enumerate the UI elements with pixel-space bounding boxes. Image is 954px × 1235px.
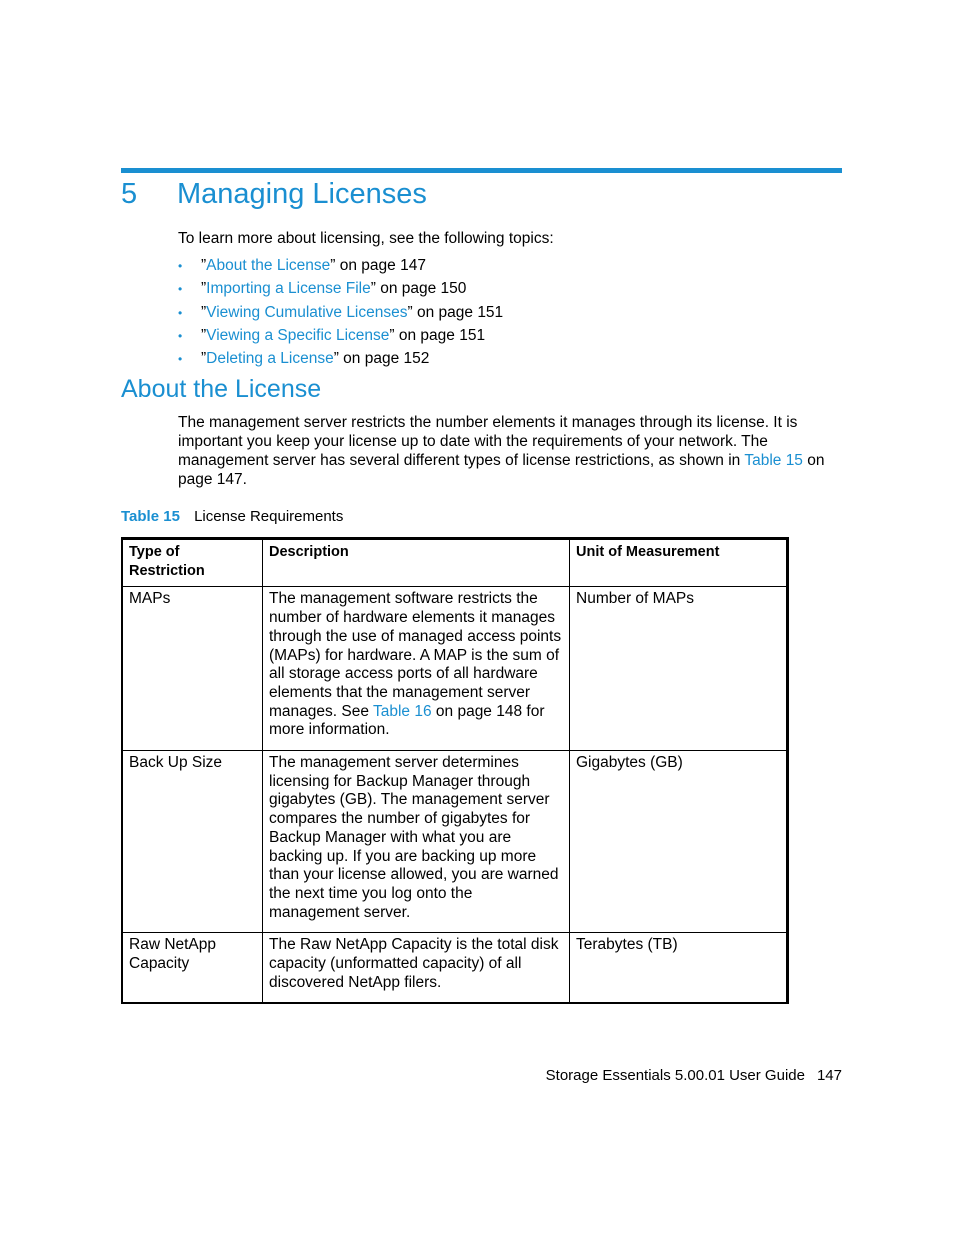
table-16-link[interactable]: Table 16	[372, 702, 432, 720]
cell-unit: Gigabytes (GB)	[570, 751, 788, 933]
topic-list	[178, 256, 503, 372]
topic-page: 151	[459, 326, 486, 344]
table-row	[122, 587, 788, 751]
header-unit: Unit of Measurement	[570, 539, 788, 587]
cell-type: MAPs	[122, 587, 263, 751]
chapter-title: Managing Licenses	[177, 178, 427, 210]
para-text: The management server restricts the number elements it manages through its license. It is important you keep your license up to date with the requirements of your network. The management server has several different types of license restrictions, as shown in	[178, 414, 798, 469]
list-item: • ”About the License” on page 147	[178, 257, 426, 274]
topic-link-deleting[interactable]: Deleting a License	[206, 350, 334, 368]
section-paragraph	[178, 413, 842, 489]
topic-link-cumulative[interactable]: Viewing Cumulative Licenses	[206, 303, 408, 321]
para-text-end: on page 147.	[178, 452, 825, 488]
list-item: • ”Importing a License File” on page 150	[178, 280, 467, 298]
desc-text-end: on page 148 for more information.	[269, 702, 545, 739]
table-row	[122, 933, 788, 1004]
table-caption-title: License Requirements	[194, 508, 344, 525]
cell-description: The management server determines licensing for Backup Manager through gigabytes (GB). The management server compares the number of gigabytes for Backup Manager with what you are backing up. If you are backing up more than your license allowed, you are warned the next time you log onto the management server.	[263, 751, 570, 933]
cell-unit: Terabytes (TB)	[570, 933, 788, 1004]
list-item: • ”Deleting a License” on page 152	[178, 350, 430, 368]
bullet-icon: •	[178, 305, 183, 320]
bullet-icon: •	[178, 352, 183, 367]
header-type: Type of Restriction	[122, 539, 263, 587]
table-caption-label: Table 15	[121, 508, 180, 525]
page-footer	[546, 1066, 842, 1086]
bullet-icon: •	[178, 282, 183, 297]
chapter-number: 5	[121, 178, 138, 210]
list-item: • ”Viewing Cumulative Licenses” on page 151	[178, 303, 504, 321]
header-description: Description	[263, 539, 570, 587]
table-row	[122, 751, 788, 933]
cell-unit: Number of MAPs	[570, 587, 788, 751]
cell-description	[263, 587, 570, 751]
table-15-link[interactable]: Table 15	[744, 452, 803, 469]
footer-page-number: 147	[816, 1067, 842, 1084]
section-title: About the License	[121, 375, 322, 403]
topic-page: 147	[400, 257, 426, 274]
intro-text: To learn more about licensing, see the following topics:	[178, 230, 554, 247]
topic-page: 152	[403, 350, 430, 368]
desc-text: The management software restricts the number of hardware elements it manages through the use of managed access points (MAPs) for hardware. A MAP is the sum of all storage access ports of all hardware elements that the management server manages. See	[269, 590, 562, 720]
topic-page: 151	[477, 303, 504, 321]
topic-link-importing[interactable]: Importing a License File	[206, 280, 371, 298]
footer-guide-title: Storage Essentials 5.00.01 User Guide	[545, 1067, 805, 1084]
license-requirements-table	[121, 537, 789, 1004]
bullet-icon: •	[178, 259, 183, 273]
topic-link-specific[interactable]: Viewing a Specific License	[206, 326, 390, 344]
cell-type: Raw NetApp Capacity	[122, 933, 263, 1004]
list-item: • ”Viewing a Specific License” on page 151	[178, 326, 486, 344]
topic-page: 150	[440, 280, 467, 298]
chapter-rule	[121, 168, 842, 173]
table-header-row	[122, 539, 788, 587]
topic-link-about[interactable]: About the License	[206, 257, 331, 274]
bullet-icon: •	[178, 328, 183, 343]
cell-description: The Raw NetApp Capacity is the total disk capacity (unformatted capacity) of all discovered NetApp filers.	[263, 933, 570, 1004]
cell-type: Back Up Size	[122, 751, 263, 933]
table-caption	[121, 507, 343, 527]
